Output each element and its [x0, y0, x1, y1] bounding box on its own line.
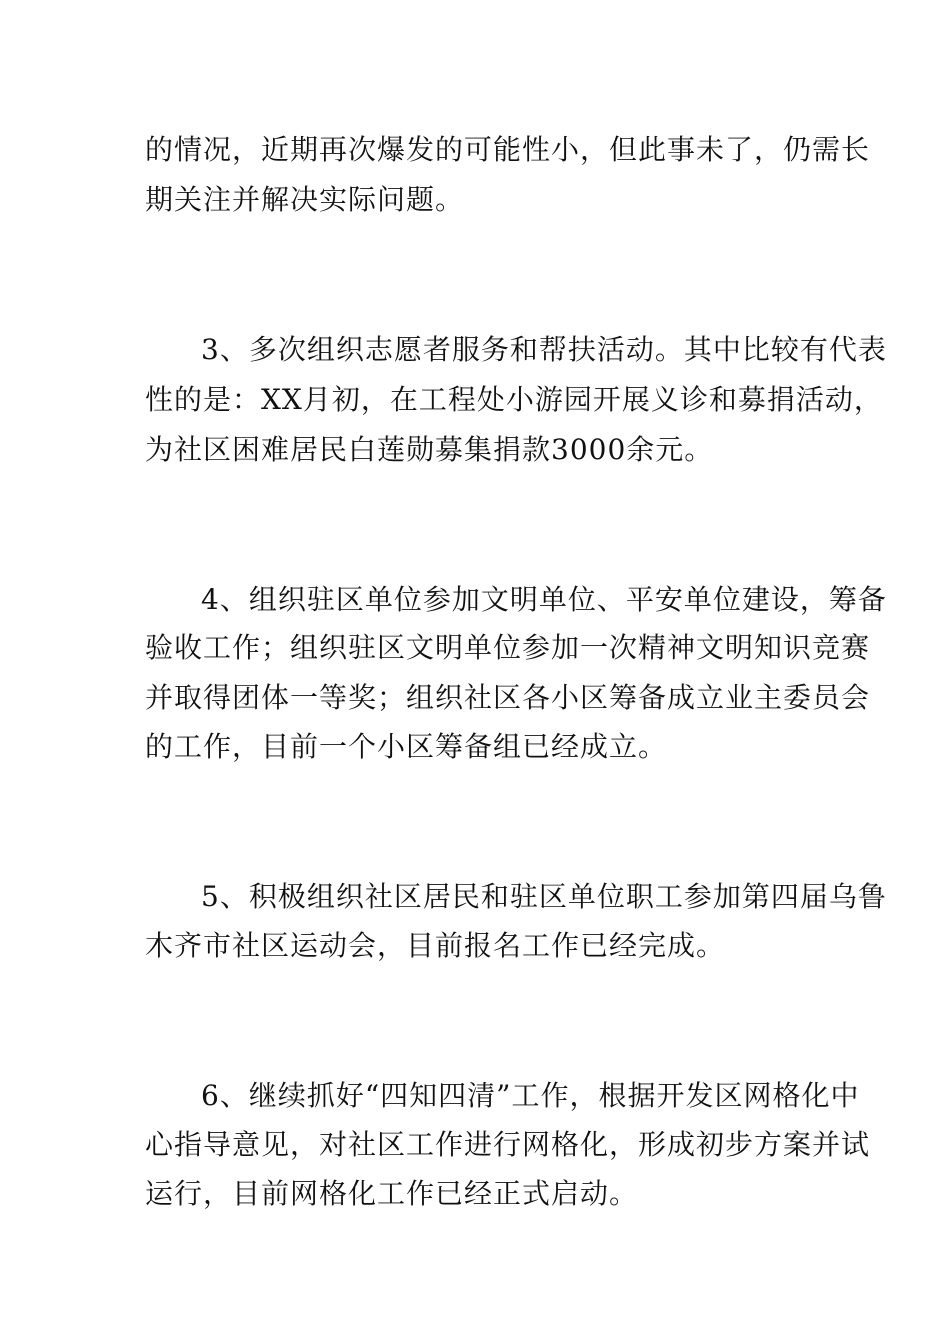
paragraph-line: 并取得团体一等奖；组织社区各小区筹备成立业主委员会: [145, 681, 871, 714]
paragraph-line: 为社区困难居民白莲勋募集捐款3000余元。: [145, 433, 714, 466]
paragraph-line: 运行，目前网格化工作已经正式启动。: [145, 1177, 639, 1210]
paragraph-line: 5、积极组织社区居民和驻区单位职工参加第四届乌鲁: [201, 880, 887, 913]
paragraph-line: 6、继续抓好“四知四清”工作，根据开发区网格化中: [201, 1079, 860, 1112]
paragraph-line: 心指导意见，对社区工作进行网格化，形成初步方案并试: [145, 1128, 871, 1161]
paragraph-line: 4、组织驻区单位参加文明单位、平安单位建设，筹备: [201, 583, 887, 616]
paragraph-line: 木齐市社区运动会，目前报名工作已经完成。: [145, 929, 726, 962]
paragraph-line: 性的是：XX月初，在工程处小游园开展义诊和募捐活动，: [145, 383, 883, 416]
paragraph-line: 的情况，近期再次爆发的可能性小，但此事未了，仍需长: [145, 133, 871, 166]
paragraph-line: 的工作，目前一个小区筹备组已经成立。: [145, 730, 668, 763]
paragraph-line: 验收工作；组织驻区文明单位参加一次精神文明知识竞赛: [145, 631, 871, 664]
paragraph-line: 期关注并解决实际问题。: [145, 183, 465, 216]
paragraph-line: 3、多次组织志愿者服务和帮扶活动。其中比较有代表: [201, 333, 887, 366]
